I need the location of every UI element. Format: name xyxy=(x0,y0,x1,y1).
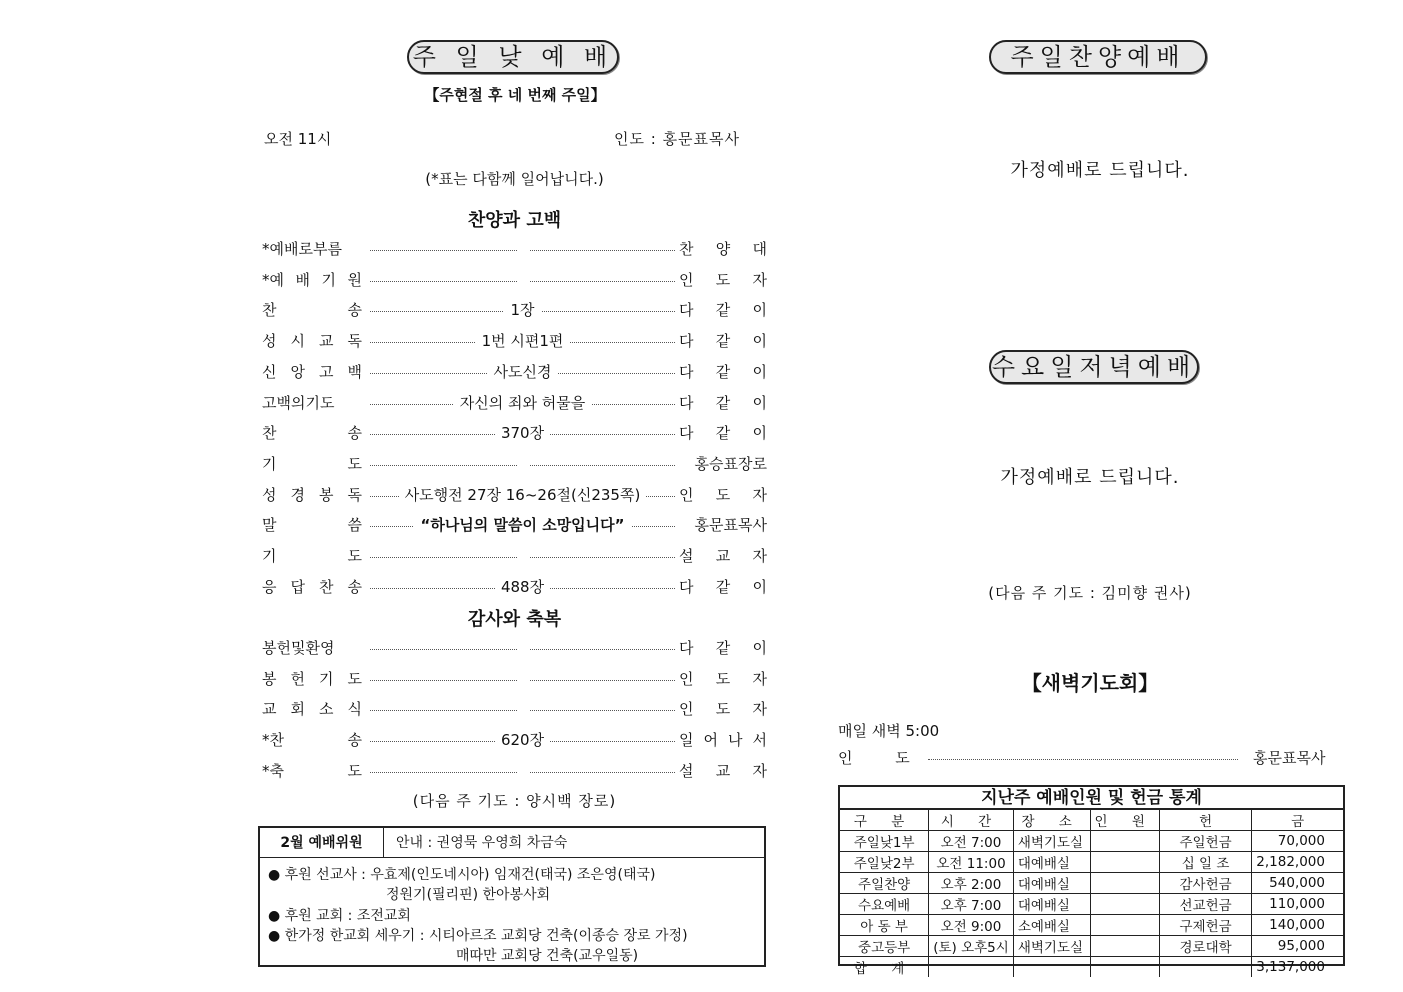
spread-char: 자 xyxy=(752,485,767,504)
worship-committee-box xyxy=(258,826,766,967)
spread-char: 말 xyxy=(262,516,277,535)
stats-header-time: 시 간 xyxy=(929,810,1014,831)
spread-char: 양 xyxy=(715,240,731,258)
spread-char: 같 xyxy=(715,424,731,443)
order-row xyxy=(262,668,767,692)
stats-row xyxy=(840,873,1343,894)
spread-char: 나 xyxy=(728,731,743,750)
spread-char: 도 xyxy=(347,547,362,565)
order-leader xyxy=(679,668,767,689)
stats-offering-amount: 540,000 xyxy=(1252,873,1343,894)
stats-offering-item: 구제헌금 xyxy=(1159,915,1251,936)
service-subtitle: 【주현절 후 네 번째 주일】 xyxy=(424,86,606,104)
wednesday-evening-title: 수요일저녁예배 xyxy=(989,350,1199,384)
spread-char: 같 xyxy=(715,639,731,657)
spread-char: 도 xyxy=(715,485,731,504)
spread-char: 송 xyxy=(347,424,362,443)
order-content xyxy=(370,729,675,750)
sunday-praise-note: 가정예배로 드립니다. xyxy=(1010,160,1190,181)
order-row xyxy=(262,637,767,661)
order-content xyxy=(370,238,675,256)
order-row xyxy=(262,484,767,508)
stats-offering-amount: 140,000 xyxy=(1252,915,1343,936)
stats-time: 오후 2:00 xyxy=(929,873,1014,894)
spread-char: 같 xyxy=(715,393,731,412)
section-thanks-blessing: 감사와 축복 xyxy=(467,609,562,630)
order-label xyxy=(262,545,362,566)
order-label xyxy=(262,760,362,781)
spread-char: 이 xyxy=(752,393,767,412)
dawn-prayer-title: 【새벽기도회】 xyxy=(1021,671,1159,695)
order-content-text: 사도신경 xyxy=(488,363,558,381)
order-content-text xyxy=(517,698,529,716)
spread-char: 기 xyxy=(262,547,277,565)
stats-header-category: 구 분 xyxy=(840,810,929,831)
order-content xyxy=(370,514,675,535)
spread-char: 다 xyxy=(679,577,694,596)
order-row xyxy=(262,269,767,293)
order-content-text xyxy=(517,760,529,778)
committee-guide: 안내 : 권영묵 우영희 차금숙 xyxy=(396,835,568,851)
stats-attendance xyxy=(1090,894,1159,915)
stats-row xyxy=(840,915,1343,936)
spread-char: 배 xyxy=(295,270,310,289)
stats-place: 소예배실 xyxy=(1013,915,1090,936)
order-content xyxy=(370,668,675,686)
stats-offering-amount: 2,182,000 xyxy=(1252,852,1343,873)
spread-char: 같 xyxy=(715,577,731,596)
spread-char: 소 xyxy=(319,700,334,719)
order-label xyxy=(262,668,362,689)
order-content xyxy=(370,545,675,563)
spread-char: 도 xyxy=(347,454,362,473)
spread-char: 같 xyxy=(715,362,731,381)
order-content-text: 사도행전 27장 16~26절(신235쪽) xyxy=(399,486,647,504)
spread-char: 이 xyxy=(752,639,767,657)
spread-char: 이 xyxy=(752,332,767,351)
order-content xyxy=(370,422,675,443)
spread-char: 다 xyxy=(679,301,694,320)
spread-char: 교 xyxy=(262,700,277,719)
order-row xyxy=(262,299,767,323)
stats-category: 아 동 부 xyxy=(840,915,929,936)
stats-place: 새벽기도실 xyxy=(1013,936,1090,957)
sunday-praise-title: 주일찬양예배 xyxy=(989,40,1207,74)
spread-char: 고백의기도 xyxy=(262,393,335,412)
order-label xyxy=(262,330,362,351)
order-row xyxy=(262,698,767,722)
spread-char: 신 xyxy=(262,362,277,381)
spread-char: 교 xyxy=(715,547,731,565)
order-label xyxy=(262,576,362,597)
order-label xyxy=(262,484,362,505)
spread-char: 이 xyxy=(752,424,767,443)
service-time: 오전 11시 xyxy=(264,130,332,148)
spread-char: 시 xyxy=(290,332,305,351)
stats-header-attendance: 인 원 xyxy=(1090,810,1159,831)
stats-offering-item: 십 일 조 xyxy=(1159,852,1251,873)
spread-char: 자 xyxy=(752,270,767,289)
service-leader: 인도 : 홍문표목사 xyxy=(614,130,741,148)
spread-char: 이 xyxy=(752,301,767,320)
stats-time: 오전 9:00 xyxy=(929,915,1014,936)
order-content-text xyxy=(517,238,529,256)
spread-char: 다 xyxy=(679,362,694,381)
order-label xyxy=(262,453,362,474)
stats-offering-item: 주일헌금 xyxy=(1159,831,1251,852)
order-leader xyxy=(679,637,767,658)
spread-char: 일 xyxy=(679,731,694,750)
stats-header-place: 장 소 xyxy=(1013,810,1090,831)
stats-category: 주일찬양 xyxy=(840,873,929,894)
spread-char: 이 xyxy=(752,362,767,381)
spread-char: 이 xyxy=(752,577,767,596)
order-label xyxy=(262,299,362,320)
order-row xyxy=(262,545,767,569)
order-leader xyxy=(679,545,767,566)
stats-time: (토) 오후5시 xyxy=(929,936,1014,957)
order-label xyxy=(262,361,362,382)
order-content xyxy=(370,392,675,413)
spread-char: 기 xyxy=(262,454,277,473)
order-row xyxy=(262,729,767,753)
spread-char: 원 xyxy=(347,270,362,289)
order-content xyxy=(370,576,675,597)
stats-row xyxy=(840,936,1343,957)
spread-char: 성 xyxy=(262,485,277,504)
next-week-prayer: (다음 주 기도 : 양시백 장로) xyxy=(412,792,617,810)
order-content-text: 1장 xyxy=(504,301,540,319)
spread-char: 봉 xyxy=(262,669,277,688)
spread-char: 경 xyxy=(290,485,305,504)
order-content-text xyxy=(517,269,529,287)
spread-char: 도 xyxy=(715,270,731,289)
stats-category: 주일낮1부 xyxy=(840,831,929,852)
spread-char: 서 xyxy=(752,731,767,750)
order-content-text: 370장 xyxy=(495,424,550,442)
stats-attendance xyxy=(1090,915,1159,936)
supported-missionaries-cont: 정원기(필리핀) 한아봉사회 xyxy=(386,887,551,903)
spread-char: *예배로부름 xyxy=(262,240,342,258)
spread-char: 독 xyxy=(347,485,362,504)
spread-char: 도 xyxy=(715,700,731,719)
order-leader xyxy=(679,299,767,320)
order-row xyxy=(262,760,767,784)
order-leader xyxy=(679,422,767,443)
stats-attendance xyxy=(1090,831,1159,852)
spread-char: 인 xyxy=(679,700,694,719)
order-leader xyxy=(679,330,767,351)
order-label xyxy=(262,637,362,658)
order-leader xyxy=(679,392,767,413)
spread-char: 다 xyxy=(679,332,694,351)
order-row xyxy=(262,576,767,600)
stats-header-offering-1: 헌 xyxy=(1159,810,1251,831)
spread-char: 다 xyxy=(679,424,694,443)
order-content-text xyxy=(517,545,529,563)
sunday-service-title: 주 일 낮 예 배 xyxy=(407,40,619,74)
one-family-one-church-cont: 매따만 교회당 건축(교우일동) xyxy=(456,948,639,964)
stats-total-amount: 3,137,000 xyxy=(1252,957,1343,978)
order-row xyxy=(262,392,767,416)
order-label xyxy=(262,514,362,535)
order-row xyxy=(262,361,767,385)
spread-char: 봉 xyxy=(319,485,334,504)
dawn-prayer-lead-name: 홍문표목사 xyxy=(1253,749,1326,767)
spread-char: 송 xyxy=(347,301,362,320)
stats-offering-amount: 110,000 xyxy=(1252,894,1343,915)
stats-category: 주일낮2부 xyxy=(840,852,929,873)
stats-attendance xyxy=(1090,936,1159,957)
stand-note: (*표는 다함께 일어납니다.) xyxy=(425,170,604,188)
spread-char: 송 xyxy=(347,731,362,750)
order-label xyxy=(262,269,362,290)
spread-char: 기 xyxy=(321,270,336,289)
order-content xyxy=(370,330,675,351)
spread-char: 찬 xyxy=(679,240,694,258)
order-content-text: 488장 xyxy=(495,578,550,596)
spread-char: 도 xyxy=(347,761,362,780)
spread-char: 인 xyxy=(679,669,694,688)
order-content xyxy=(370,760,675,778)
spread-char: 기 xyxy=(319,669,334,688)
order-content-text: 자신의 죄와 허물을 xyxy=(454,394,591,412)
spread-char: 다 xyxy=(679,393,694,412)
order-content xyxy=(370,361,675,382)
order-leader xyxy=(679,698,767,719)
stats-total-label: 합 계 xyxy=(840,957,929,978)
spread-char: 찬 xyxy=(262,301,277,320)
spread-char: 씀 xyxy=(347,516,362,535)
stats-time: 오전 7:00 xyxy=(929,831,1014,852)
spread-char: 인 xyxy=(679,270,694,289)
order-content xyxy=(370,299,675,320)
spread-char: 도 xyxy=(347,669,362,688)
spread-char: 다 xyxy=(679,639,694,657)
spread-char: 찬 xyxy=(262,424,277,443)
stats-category: 중고등부 xyxy=(840,936,929,957)
order-row xyxy=(262,238,767,262)
stats-time: 오후 7:00 xyxy=(929,894,1014,915)
order-leader: 홍문표목사 xyxy=(694,516,767,535)
order-leader xyxy=(679,760,767,781)
order-content-text: 620장 xyxy=(495,731,550,749)
order-content xyxy=(370,269,675,287)
spread-char: 교 xyxy=(715,761,731,780)
order-leader: 홍승표장로 xyxy=(694,454,767,473)
spread-char: *축 xyxy=(262,761,284,780)
stats-offering-item: 감사헌금 xyxy=(1159,873,1251,894)
spread-char: 회 xyxy=(290,700,305,719)
stats-category: 수요예배 xyxy=(840,894,929,915)
spread-char: 같 xyxy=(715,301,731,320)
spread-char: 어 xyxy=(703,731,718,750)
spread-char: 독 xyxy=(347,332,362,351)
spread-char: 자 xyxy=(752,761,767,780)
spread-char: 앙 xyxy=(290,362,305,381)
order-content-text xyxy=(517,453,529,471)
right-next-week-prayer: (다음 주 기도 : 김미향 권사) xyxy=(988,584,1192,602)
order-content-text: “하나님의 말씀이 소망입니다” xyxy=(414,516,630,534)
spread-char: 봉헌및환영 xyxy=(262,639,335,657)
spread-char: 식 xyxy=(347,700,362,719)
spread-char: 자 xyxy=(752,669,767,688)
stats-offering-amount: 95,000 xyxy=(1252,936,1343,957)
stats-offering-amount: 70,000 xyxy=(1252,831,1343,852)
order-leader xyxy=(679,361,767,382)
wednesday-evening-note: 가정예배로 드립니다. xyxy=(1000,467,1180,488)
stats-place: 대예배실 xyxy=(1013,852,1090,873)
spread-char: 답 xyxy=(290,577,305,596)
order-row xyxy=(262,422,767,446)
order-content xyxy=(370,637,675,655)
order-content-text: 1번 시편1편 xyxy=(476,332,570,350)
order-content xyxy=(370,484,675,505)
spread-char: 송 xyxy=(347,577,362,596)
dawn-dots xyxy=(928,759,1238,760)
stats-table xyxy=(838,785,1345,977)
spread-char: 응 xyxy=(262,577,277,596)
stats-header-offering-2: 금 xyxy=(1252,810,1343,831)
order-content-text xyxy=(517,637,529,655)
spread-char: 헌 xyxy=(290,669,305,688)
committee-month: 2월 예배위원 xyxy=(260,828,384,858)
order-label xyxy=(262,698,362,719)
stats-offering-item: 경로대학 xyxy=(1159,936,1251,957)
spread-char: 자 xyxy=(752,700,767,719)
order-row xyxy=(262,453,767,477)
order-label xyxy=(262,238,362,259)
stats-place: 대예배실 xyxy=(1013,894,1090,915)
spread-char: 설 xyxy=(679,547,694,565)
order-leader xyxy=(679,729,767,750)
spread-char: 도 xyxy=(715,669,731,688)
order-label xyxy=(262,729,362,750)
order-content xyxy=(370,453,675,471)
spread-char: 성 xyxy=(262,332,277,351)
stats-place: 대예배실 xyxy=(1013,873,1090,894)
spread-char: 백 xyxy=(347,362,362,381)
dawn-prayer-lead-label: 인 도 xyxy=(838,749,910,767)
order-leader xyxy=(679,576,767,597)
spread-char: 대 xyxy=(752,240,767,258)
stats-attendance xyxy=(1090,873,1159,894)
stats-row xyxy=(840,831,1343,852)
order-row xyxy=(262,514,767,538)
order-label xyxy=(262,392,362,413)
spread-char: 자 xyxy=(752,547,767,565)
spread-char: *예 xyxy=(262,270,284,289)
spread-char: 설 xyxy=(679,761,694,780)
order-leader xyxy=(679,269,767,290)
stats-attendance xyxy=(1090,852,1159,873)
one-family-one-church: ● 한가정 한교회 세우기 : 시티아르조 교회당 건축(이종승 장로 가정) xyxy=(268,928,688,944)
stats-offering-item: 선교헌금 xyxy=(1159,894,1251,915)
order-row xyxy=(262,330,767,354)
order-leader xyxy=(679,238,767,259)
stats-place: 새벽기도실 xyxy=(1013,831,1090,852)
spread-char: 고 xyxy=(319,362,334,381)
spread-char: 찬 xyxy=(319,577,334,596)
order-content-text xyxy=(517,668,529,686)
section-praise-confession: 찬양과 고백 xyxy=(467,210,562,231)
stats-row xyxy=(840,852,1343,873)
order-content xyxy=(370,698,675,716)
stats-title: 지난주 예배인원 및 헌금 통계 xyxy=(840,787,1343,809)
supported-missionaries: ● 후원 선교사 : 우효제(인도네시아) 임재건(태국) 조은영(태국) xyxy=(268,867,656,883)
spread-char: 인 xyxy=(679,485,694,504)
order-label xyxy=(262,422,362,443)
supported-church: ● 후원 교회 : 조전교회 xyxy=(268,908,411,924)
stats-time: 오전 11:00 xyxy=(929,852,1014,873)
order-leader xyxy=(679,484,767,505)
spread-char: 같 xyxy=(715,332,731,351)
spread-char: 교 xyxy=(319,332,334,351)
stats-row xyxy=(840,894,1343,915)
dawn-prayer-time: 매일 새벽 5:00 xyxy=(838,722,940,740)
spread-char: *찬 xyxy=(262,731,284,750)
